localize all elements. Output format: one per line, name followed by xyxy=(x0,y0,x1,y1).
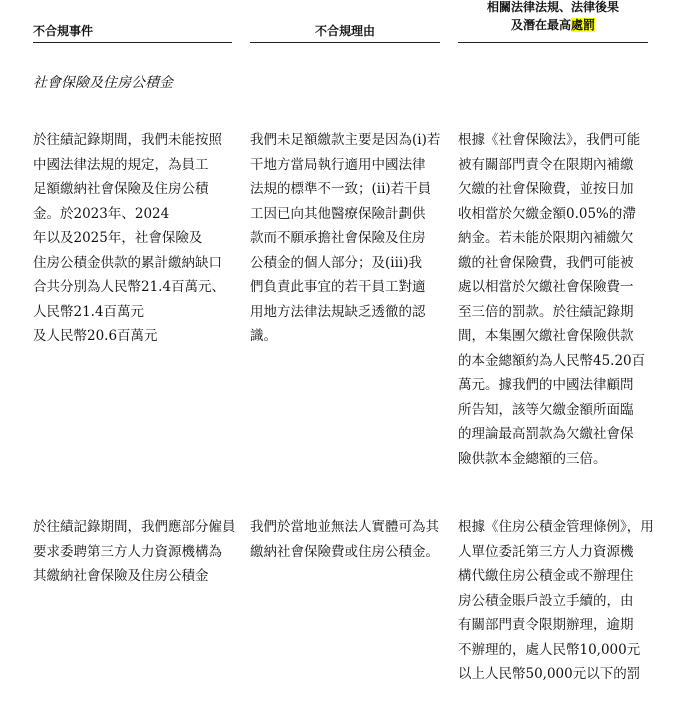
row1-reason-text: 我們未足額繳款主要是因為(i)若 干地方當局執行適用中國法律 法規的標準不一致；(ii)若干員 工因已向其他醫療保險計劃供 款而不願承擔社會保險及住房 公積金的個人部分；及(iii)我 們負責此事宜的若干員工對適 用地方法律法規缺乏透徹的認 識。 xyxy=(250,132,441,344)
header-rule-event xyxy=(33,42,232,43)
row2-reason-cell xyxy=(250,515,450,564)
row2-event-text: 於往績記錄期間，我們應部分僱員 要求委聘第三方人力資源機構為 其繳納社會保險及住房公積金 xyxy=(33,519,236,584)
row1-consequence-text: 根據《社會保險法》，我們可能 被有關部門責令在限期內補繳 欠繳的社會保險費，並按日加 收相當於欠繳金額0.05%的滯 納金。若未能於限期內補繳欠 繳的社會保險費，我們可能被 處以相當於欠繳社會保險費一 至三倍的罰款。於往績記錄期 間，本集團欠繳社會保險供款 的本金總額約為人民幣45.20百 萬元。據我們的中國法律顧問 所告知，該等欠繳金額所面臨 的理論最高罰款為欠繳社會保 險供款本金總額的三倍。 xyxy=(458,132,646,467)
column-header-consequence-line2 xyxy=(458,16,648,34)
row1-event-cell xyxy=(33,128,243,349)
header-rule-reason xyxy=(250,42,440,43)
section-title: 社會保險及住房公積金 xyxy=(33,75,173,91)
column-header-reason: 不合規理由 xyxy=(314,24,375,38)
row1-reason-cell xyxy=(250,128,450,349)
row2-reason-text: 我們於當地並無法人實體可為其 繳納社會保險費或住房公積金。 xyxy=(250,519,439,560)
column-header-consequence-line1: 相關法律法規、法律後果 xyxy=(486,0,619,14)
header-prefix: 及潛在最高 xyxy=(510,18,571,32)
column-header-consequence xyxy=(458,0,648,34)
row2-consequence-cell xyxy=(458,515,658,687)
column-header-event: 不合規事件 xyxy=(33,24,94,38)
row1-event-text: 於往績記錄期間，我們未能按照 中國法律法規的規定，為員工 足額繳納社會保險及住房公積 金。於2023年、2024 年以及2025年，社會保險及 住房公積金供款的累計繳納缺口 合共分別為人民幣21.4百萬元、 人民幣21.4百萬元 及人民幣20.6百萬元 xyxy=(33,132,226,344)
row1-consequence-cell xyxy=(458,128,658,471)
row2-consequence-text: 根據《住房公積金管理條例》，用 人單位委託第三方人力資源機 構代繳住房公積金或不辦理住 房公積金賬戶設立手續的，由 有關部門責令限期辦理，逾期 不辦理的，處人民幣10,000元 以上人民幣50,000元以下的罰 xyxy=(458,519,654,682)
header-rule-consequence xyxy=(458,42,648,43)
highlighted-text: 處罰 xyxy=(571,18,596,32)
row2-event-cell xyxy=(33,515,243,589)
